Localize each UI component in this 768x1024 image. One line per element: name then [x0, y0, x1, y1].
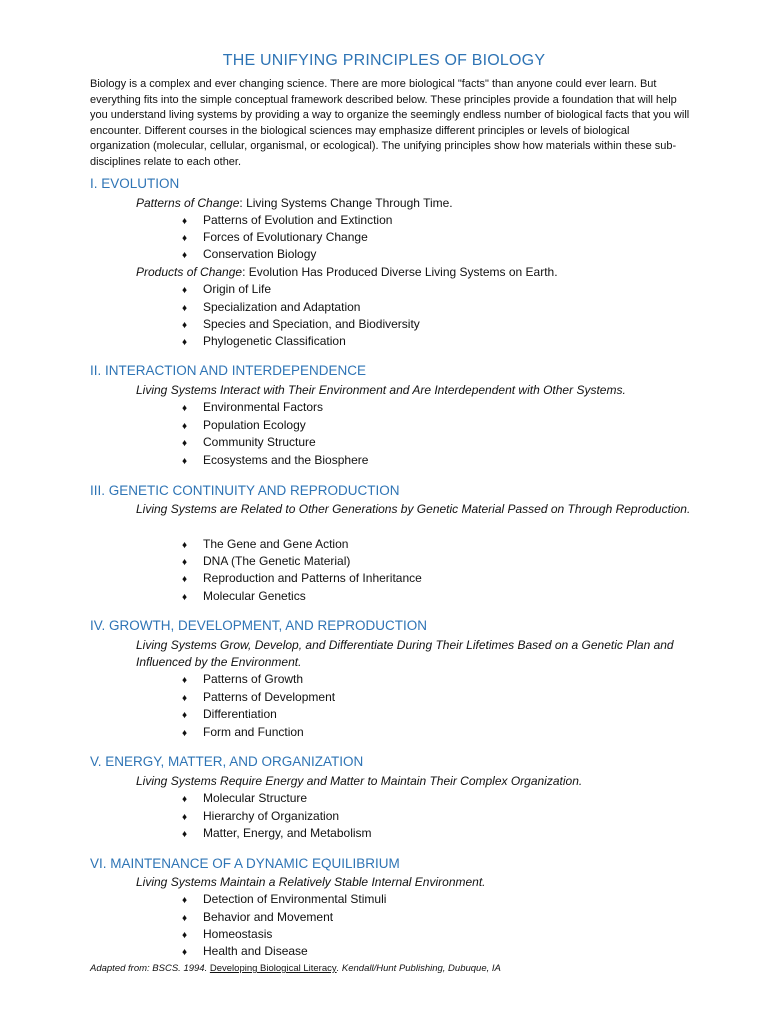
- diamond-bullet-icon: ♦: [182, 675, 188, 686]
- diamond-bullet-icon: ♦: [182, 592, 188, 603]
- section-heading: I. EVOLUTION: [90, 176, 180, 191]
- list-item-text: Patterns of Evolution and Extinction: [203, 213, 393, 227]
- list-item-text: Molecular Structure: [203, 791, 308, 805]
- principle-statement: [136, 773, 696, 790]
- list-item-text: Species and Speciation, and Biodiversity: [203, 317, 420, 331]
- section-heading: IV. GROWTH, DEVELOPMENT, AND REPRODUCTION: [90, 618, 428, 633]
- list-item-text: Molecular Genetics: [203, 589, 306, 603]
- list-item: [182, 588, 306, 606]
- diamond-bullet-icon: ♦: [182, 421, 188, 432]
- list-item: [182, 909, 333, 927]
- diamond-bullet-icon: ♦: [182, 557, 188, 568]
- section-heading: III. GENETIC CONTINUITY AND REPRODUCTION: [90, 483, 400, 498]
- list-item-text: Phylogenetic Classification: [203, 334, 346, 348]
- list-item-text: Patterns of Growth: [203, 672, 304, 686]
- section-heading: V. ENERGY, MATTER, AND ORGANIZATION: [90, 754, 364, 769]
- principle-statement-text: Living Systems are Related to Other Generations by Genetic Material Passed on Through Reproduction.: [136, 502, 691, 516]
- list-item-text: Environmental Factors: [203, 400, 324, 414]
- diamond-bullet-icon: ♦: [182, 250, 188, 261]
- citation-footer: [90, 963, 501, 974]
- list-item-text: Population Ecology: [203, 418, 306, 432]
- principle-statement: [136, 264, 696, 281]
- principle-statement: [136, 874, 696, 891]
- list-item: [182, 808, 339, 826]
- list-item: [182, 790, 307, 808]
- list-item: [182, 212, 392, 230]
- list-item: [182, 536, 348, 554]
- diamond-bullet-icon: ♦: [182, 216, 188, 227]
- principle-statement: [136, 195, 696, 212]
- list-item: [182, 399, 323, 417]
- principle-statement-text: Living Systems Grow, Develop, and Differentiate During Their Lifetimes Based on a Genetic Plan and Influenced by the Environment.: [136, 638, 674, 670]
- diamond-bullet-icon: ♦: [182, 930, 188, 941]
- list-item-text: Patterns of Development: [203, 690, 336, 704]
- list-item: [182, 689, 335, 707]
- list-item: [182, 706, 277, 724]
- list-item: [182, 281, 271, 299]
- list-item-text: Specialization and Adaptation: [203, 300, 361, 314]
- principle-statement-text: Living Systems Maintain a Relatively Stable Internal Environment.: [136, 875, 486, 889]
- diamond-bullet-icon: ♦: [182, 285, 188, 296]
- diamond-bullet-icon: ♦: [182, 337, 188, 348]
- list-item: [182, 943, 308, 961]
- diamond-bullet-icon: ♦: [182, 233, 188, 244]
- list-item-text: The Gene and Gene Action: [203, 537, 349, 551]
- list-item-text: Form and Function: [203, 725, 304, 739]
- diamond-bullet-icon: ♦: [182, 728, 188, 739]
- list-item: [182, 671, 303, 689]
- diamond-bullet-icon: ♦: [182, 456, 188, 467]
- list-item-text: Health and Disease: [203, 944, 308, 958]
- list-item: [182, 553, 350, 571]
- diamond-bullet-icon: ♦: [182, 710, 188, 721]
- diamond-bullet-icon: ♦: [182, 403, 188, 414]
- list-item: [182, 891, 386, 909]
- principle-statement-text: Living Systems Interact with Their Environment and Are Interdependent with Other Systems.: [136, 383, 626, 397]
- diamond-bullet-icon: ♦: [182, 812, 188, 823]
- list-item: [182, 316, 420, 334]
- diamond-bullet-icon: ♦: [182, 320, 188, 331]
- list-item: [182, 825, 372, 843]
- principle-lead: Products of Change: [136, 265, 243, 279]
- list-item: [182, 434, 316, 452]
- diamond-bullet-icon: ♦: [182, 574, 188, 585]
- list-item-text: Origin of Life: [203, 282, 272, 296]
- diamond-bullet-icon: ♦: [182, 913, 188, 924]
- list-item-text: Hierarchy of Organization: [203, 809, 340, 823]
- list-item: [182, 229, 368, 247]
- principle-rest: : Living Systems Change Through Time.: [239, 196, 453, 210]
- list-item: [182, 299, 360, 317]
- diamond-bullet-icon: ♦: [182, 829, 188, 840]
- list-item-text: Community Structure: [203, 435, 316, 449]
- citation-prefix: Adapted from: BSCS. 1994.: [90, 963, 210, 974]
- diamond-bullet-icon: ♦: [182, 693, 188, 704]
- principle-statement-text: Living Systems Require Energy and Matter to Maintain Their Complex Organization.: [136, 774, 583, 788]
- list-item-text: Homeostasis: [203, 927, 273, 941]
- principle-statement: [136, 637, 696, 672]
- list-item: [182, 570, 422, 588]
- list-item-text: Differentiation: [203, 707, 277, 721]
- intro-paragraph: Biology is a complex and ever changing science. There are more biological "facts" than anyone could ever learn. But everything fits into the simple conceptual framework described below. These principles provide a foundation that will help you understand living systems by providing a way to organize the seemingly endless number of biological facts that you will encounter. Different courses in the biological sciences may emphasize different principles or levels of biological organization (molecular, cellular, organismal, or ecological). The unifying principles show how materials within these sub-disciplines relate to each other.: [90, 78, 690, 168]
- principle-statement: [136, 501, 696, 518]
- diamond-bullet-icon: ♦: [182, 895, 188, 906]
- list-item: [182, 724, 304, 742]
- list-item-text: Matter, Energy, and Metabolism: [203, 826, 372, 840]
- principle-statement: [136, 382, 696, 399]
- list-item: [182, 333, 346, 351]
- list-item-text: Forces of Evolutionary Change: [203, 230, 368, 244]
- list-item: [182, 926, 272, 944]
- diamond-bullet-icon: ♦: [182, 438, 188, 449]
- list-item-text: Detection of Environmental Stimuli: [203, 892, 387, 906]
- principle-rest: : Evolution Has Produced Diverse Living Systems on Earth.: [242, 265, 558, 279]
- list-item-text: Conservation Biology: [203, 247, 317, 261]
- diamond-bullet-icon: ♦: [182, 540, 188, 551]
- list-item: [182, 452, 368, 470]
- list-item-text: Ecosystems and the Biosphere: [203, 453, 369, 467]
- document-title: THE UNIFYING PRINCIPLES OF BIOLOGY: [222, 52, 546, 69]
- citation-book-title: Developing Biological Literacy: [209, 963, 337, 974]
- citation-suffix: . Kendall/Hunt Publishing, Dubuque, IA: [336, 963, 501, 974]
- diamond-bullet-icon: ♦: [182, 794, 188, 805]
- list-item: [182, 246, 316, 264]
- section-heading: II. INTERACTION AND INTERDEPENDENCE: [90, 363, 367, 378]
- section-heading: VI. MAINTENANCE OF A DYNAMIC EQUILIBRIUM: [90, 856, 400, 871]
- list-item-text: Behavior and Movement: [203, 910, 334, 924]
- list-item-text: Reproduction and Patterns of Inheritance: [203, 571, 422, 585]
- diamond-bullet-icon: ♦: [182, 303, 188, 314]
- list-item: [182, 417, 306, 435]
- principle-lead: Patterns of Change: [136, 196, 240, 210]
- diamond-bullet-icon: ♦: [182, 947, 188, 958]
- list-item-text: DNA (The Genetic Material): [203, 554, 351, 568]
